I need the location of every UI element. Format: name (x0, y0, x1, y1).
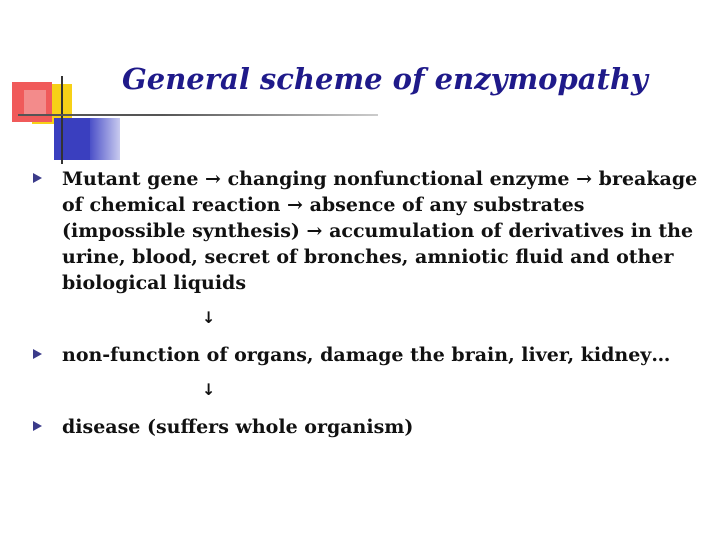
list-item (30, 414, 700, 440)
down-arrow-icon: ↓ (202, 380, 216, 399)
list-item (30, 342, 700, 368)
square-bullet-icon (33, 173, 42, 183)
down-arrow-icon: ↓ (202, 308, 216, 327)
list-item-text: non-function of organs, damage the brain, liver, kidney… (62, 344, 671, 366)
vertical-rule (61, 76, 63, 164)
blue-gradient-strip (90, 118, 120, 160)
list-item-text: disease (suffers whole organism) (62, 416, 414, 438)
red-square-highlight (24, 90, 46, 114)
list-item-text: Mutant gene → changing nonfunctional enzyme → breakage of chemical reaction → absence of any substrates (impossible synthesis) → accumulation of derivatives in the urine, blood, secret of bronches, amniotic fluid and other biological liquids (62, 168, 698, 294)
list-item (30, 166, 700, 296)
slide-title: General scheme of enzymopathy (122, 62, 648, 96)
square-bullet-icon (33, 349, 42, 359)
horizontal-rule (18, 114, 378, 116)
square-bullet-icon (33, 421, 42, 431)
bullet-list (30, 166, 700, 440)
